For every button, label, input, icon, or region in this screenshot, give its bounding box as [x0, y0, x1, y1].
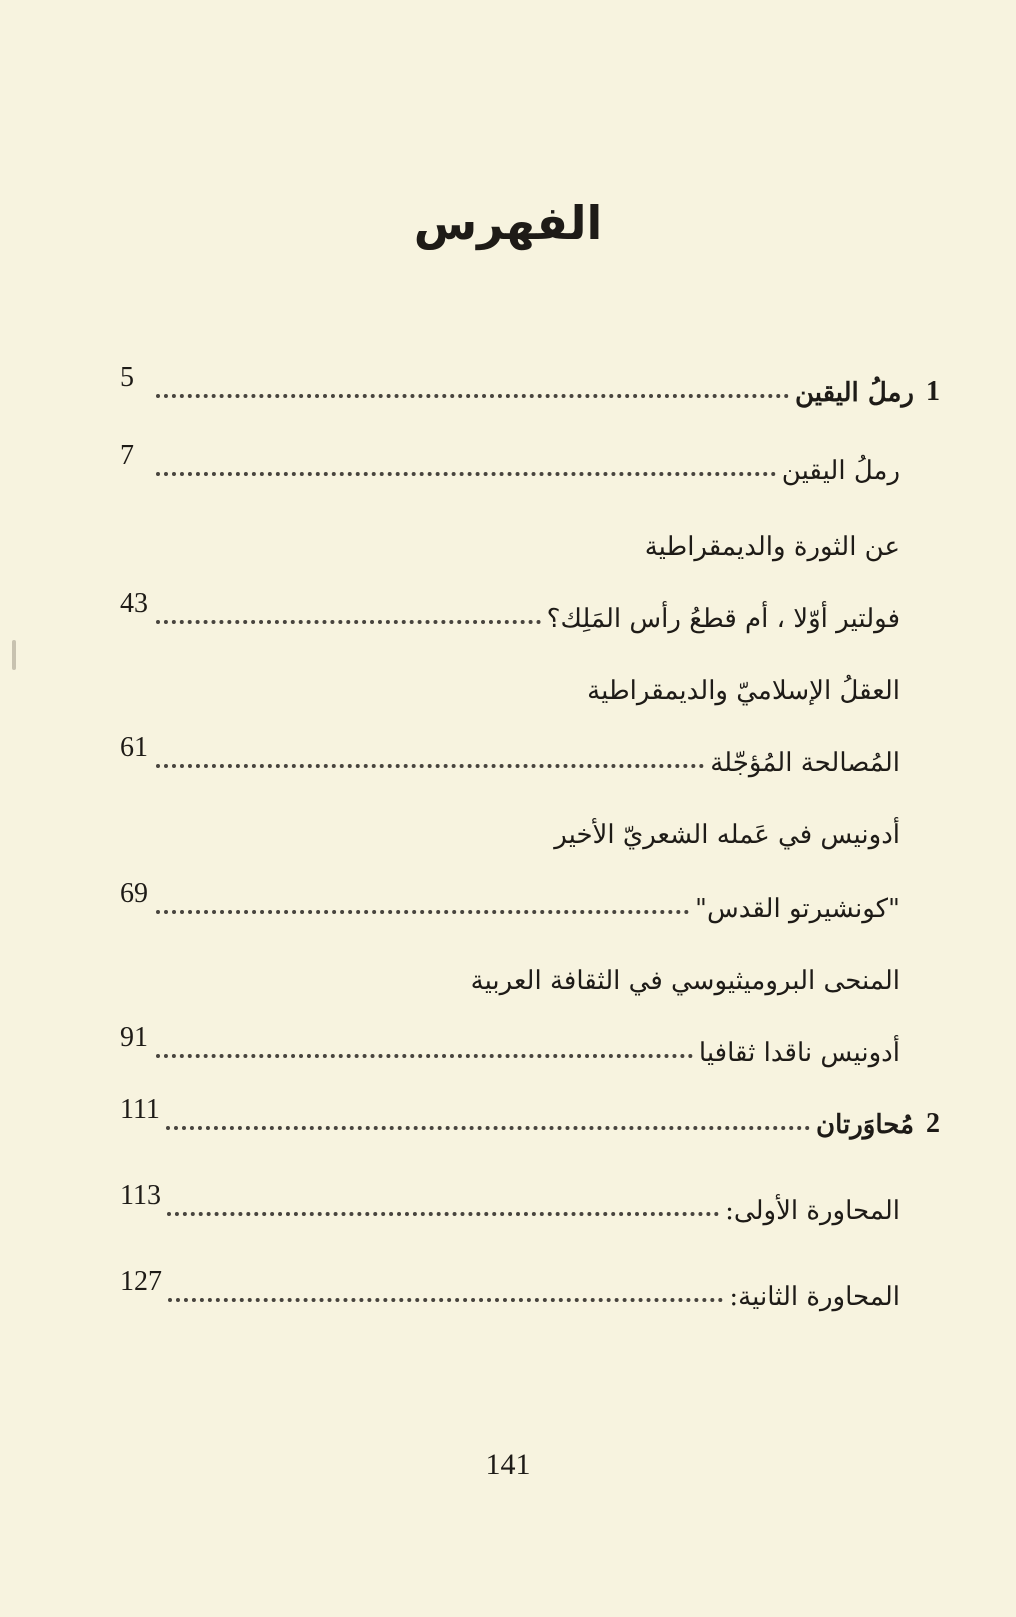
dot-leader	[156, 620, 541, 624]
toc-page-number: 5	[120, 362, 134, 393]
toc-entry-label: المنحى البروميثيوسي في الثقافة العربية	[470, 966, 900, 996]
dot-leader	[166, 1126, 810, 1130]
toc-chapter-2	[120, 1090, 940, 1140]
toc-entry-label: العقلُ الإسلاميّ والديمقراطية	[587, 676, 900, 706]
toc-entry-label: مُحاوَرتان	[816, 1110, 914, 1140]
toc-entry-label: المحاورة الأولى:	[725, 1196, 900, 1226]
toc-page-number: 113	[120, 1180, 161, 1211]
chapter-number: 2	[926, 1108, 940, 1139]
toc-heading	[120, 656, 940, 706]
page-blemish	[12, 640, 16, 670]
toc-page-number: 69	[120, 878, 148, 909]
toc-page-number: 7	[120, 440, 134, 471]
dot-leader	[168, 1298, 723, 1302]
toc-page-number: 61	[120, 732, 148, 763]
toc-page-number: 127	[120, 1266, 162, 1297]
dot-leader	[156, 910, 689, 914]
toc-heading	[120, 512, 940, 562]
toc-entry	[120, 874, 940, 924]
toc-entry-label: رملُ اليقين	[781, 456, 900, 486]
toc-page-number: 111	[120, 1094, 160, 1125]
toc-entry-label: فولتير أوّلا ، أم قطعُ رأس المَلِك؟	[546, 604, 900, 634]
dot-leader	[167, 1212, 719, 1216]
toc-chapter-1	[120, 358, 940, 408]
toc-entry-label: عن الثورة والديمقراطية	[644, 532, 900, 562]
toc-page-number: 91	[120, 1022, 148, 1053]
toc-entry	[120, 728, 940, 778]
toc-entry-label: المُصالحة المُؤجّلة	[710, 748, 900, 778]
dot-leader	[156, 764, 704, 768]
toc-entry-label: المحاورة الثانية:	[729, 1282, 900, 1312]
dot-leader	[156, 394, 789, 398]
toc-heading	[120, 800, 940, 850]
toc-entry	[120, 436, 940, 486]
toc-entry-label: أدونيس في عَمله الشعريّ الأخير	[554, 820, 900, 850]
toc-heading	[120, 946, 940, 996]
toc-entry-label: رملُ اليقين	[794, 378, 914, 408]
toc-entry-label: "كونشيرتو القدس"	[695, 894, 900, 924]
toc-entry-label: أدونيس ناقدا ثقافيا	[698, 1038, 900, 1068]
toc-page-number: 43	[120, 588, 148, 619]
dot-leader	[156, 472, 776, 476]
page-number: 141	[485, 1448, 531, 1481]
toc-entry	[120, 1262, 940, 1312]
dot-leader	[156, 1054, 693, 1058]
toc-entry	[120, 1018, 940, 1068]
page-title: الفهرس	[413, 196, 603, 250]
toc-entry	[120, 1176, 940, 1226]
toc-entry	[120, 584, 940, 634]
chapter-number: 1	[926, 376, 940, 407]
